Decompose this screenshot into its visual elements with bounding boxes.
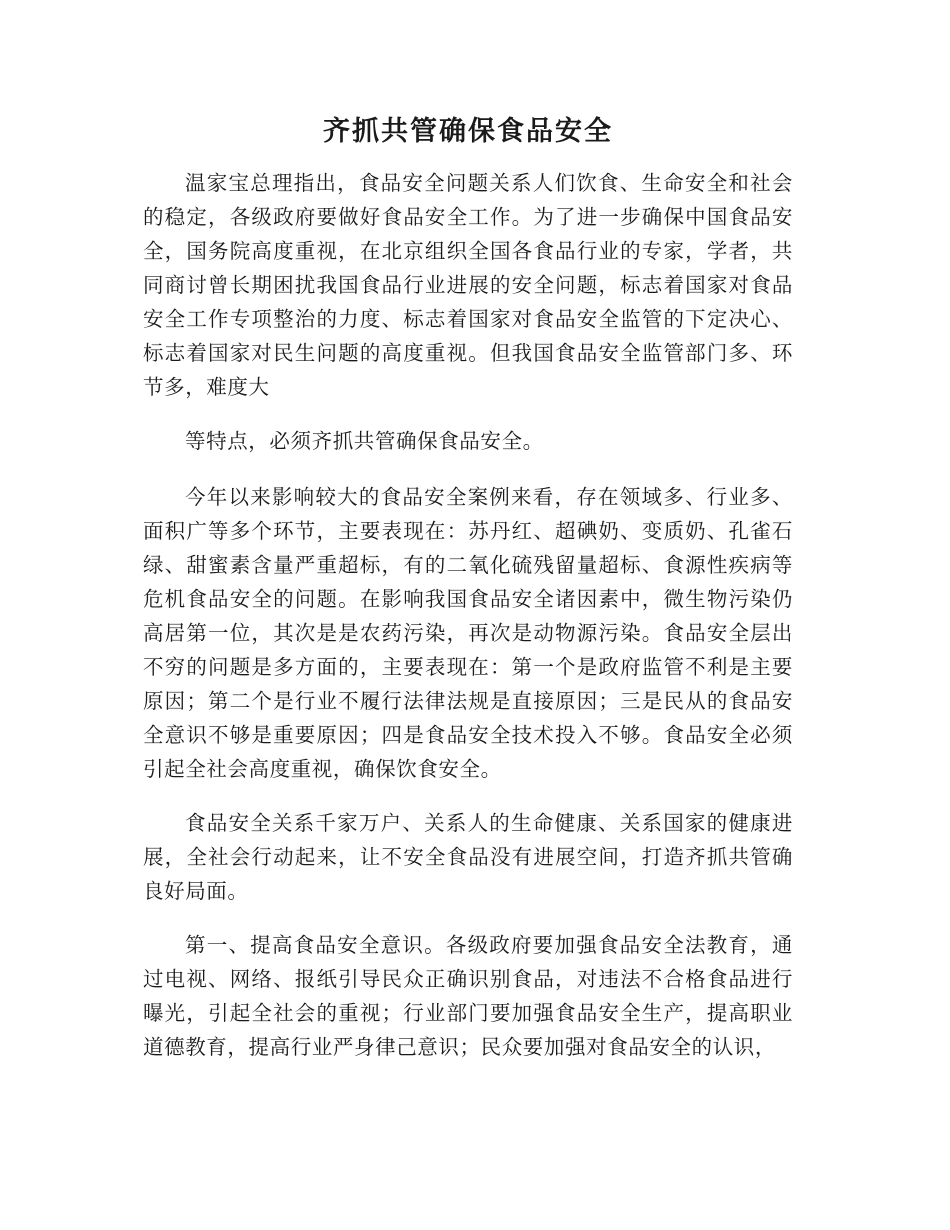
- paragraph-continuation: 等特点，必须齐抓共管确保食品安全。: [185, 429, 544, 453]
- paragraph-importance: 食品安全关系千家万户、关系人的生命健康、关系国家的健康进展，全社会行动起来，让不安全食品没有进展空间，打造齐抓共管确良好局面。: [143, 811, 793, 903]
- paragraph-measure-one: 第一、提高食品安全意识。各级政府要加强食品安全法教育，通过电视、网络、报纸引导民众正确识别食品，对违法不合格食品进行曝光，引起全社会的重视；行业部门要加强食品安全生产，提高职业道德教育，提高行业严身律己意识；民众要加强对食品安全的认识，: [143, 933, 793, 1059]
- document-page: [143, 112, 793, 1064]
- paragraph-intro: 温家宝总理指出，食品安全问题关系人们饮食、生命安全和社会的稳定，各级政府要做好食品安全工作。为了进一步确保中国食品安全，国务院高度重视，在北京组织全国各食品行业的专家，学者，共同商讨曾长期困扰我国食品行业进展的安全问题，标志着国家对食品安全工作专项整治的力度、标志着国家对食品安全监管的下定决心、标志着国家对民生问题的高度重视。但我国食品安全监管部门多、环节多，难度大: [143, 171, 793, 399]
- document-title: 齐抓共管确保食品安全: [323, 116, 613, 147]
- paragraph-cases: 今年以来影响较大的食品安全案例来看，存在领域多、行业多、面积广等多个环节，主要表现在：苏丹红、超碘奶、变质奶、孔雀石绿、甜蜜素含量严重超标，有的二氧化硫残留量超标、食源性疾病等危机食品安全的问题。在影响我国食品安全诸因素中，微生物污染仍高居第一位，其次是是农药污染，再次是动物源污染。食品安全层出不穷的问题是多方面的，主要表现在：第一个是政府监管不利是主要原因；第二个是行业不履行法律法规是直接原因；三是民从的食品安全意识不够是重要原因；四是食品安全技术投入不够。食品安全必须引起全社会高度重视，确保饮食安全。: [143, 485, 793, 781]
